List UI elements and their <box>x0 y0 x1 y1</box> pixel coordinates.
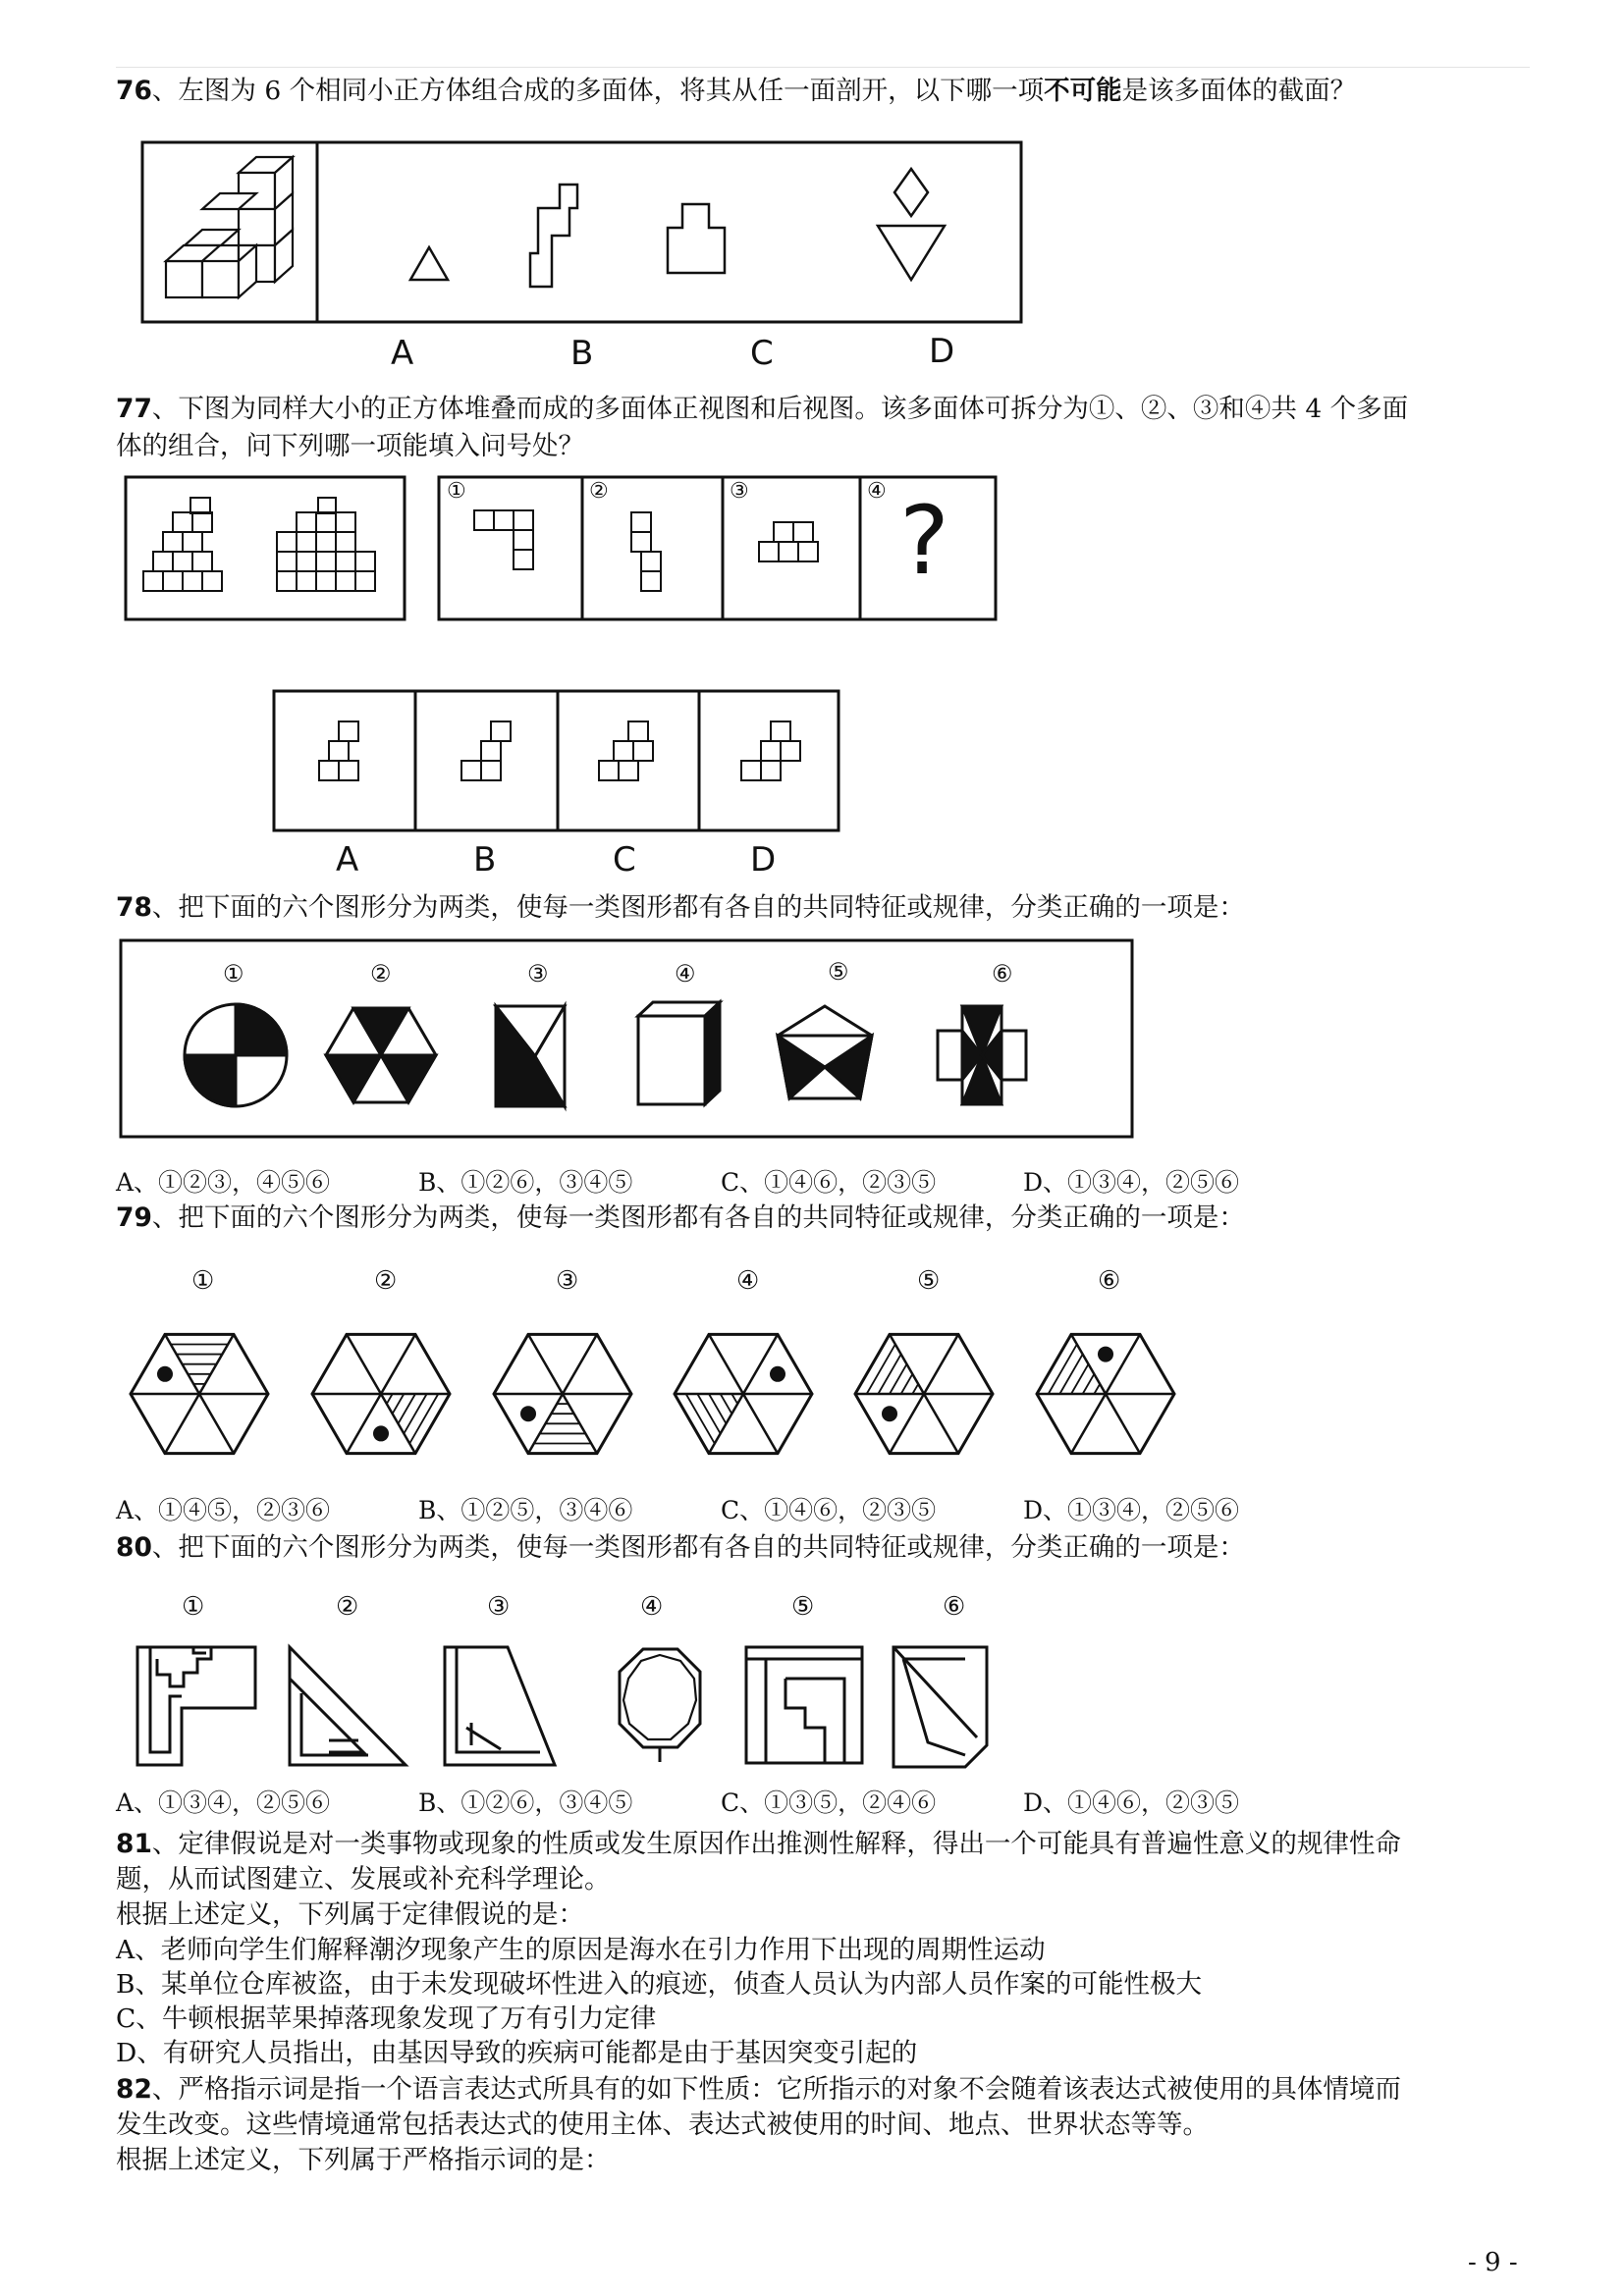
q76-label-c[interactable]: C <box>750 334 774 373</box>
header-rule <box>116 67 1530 68</box>
q77-part-2: ② <box>589 479 609 504</box>
q80-figure <box>133 1639 1036 1772</box>
q78-number: 78 <box>116 892 152 923</box>
q81-option-b[interactable]: B、某单位仓库被盗，由于未发现破坏性进入的痕迹，侦查人员认为内部人员作案的可能性极大 <box>116 1969 1202 2000</box>
q76-option-c-shape <box>668 204 725 273</box>
q78-figure <box>118 937 1139 1148</box>
q76-text-a: 、左图为 6 个相同小正方体组合成的多面体，将其从任一面剖开，以下哪一项 <box>151 76 1045 106</box>
q77-options-figure <box>270 687 844 834</box>
q80-option-b[interactable]: B、①②⑥，③④⑤ <box>418 1789 633 1817</box>
q80-options <box>116 1787 1239 1820</box>
q79-options <box>116 1494 1239 1527</box>
q79-fig-label-5: ⑤ <box>917 1266 941 1296</box>
q80-fig5 <box>746 1647 862 1763</box>
q76-cube-polyhedron <box>166 157 293 297</box>
q76-option-d-triangle <box>878 226 945 280</box>
q80-fig-label-2: ② <box>336 1592 359 1622</box>
q80-option-d[interactable]: D、①④⑥，②③⑤ <box>1023 1789 1240 1817</box>
q79-figure <box>128 1320 1208 1468</box>
q76-emphasis: 不可能 <box>1044 76 1122 106</box>
q82-stem-line2: 发生改变。这些情境通常包括表达式的使用主体、表达式被使用的时间、地点、世界状态等等。 <box>116 2109 1209 2140</box>
q80-fig1 <box>137 1647 255 1765</box>
q77-part-4: ④ <box>867 479 887 504</box>
q79-option-c[interactable]: C、①④⑥，②③⑤ <box>721 1496 937 1524</box>
q76-label-d[interactable]: D <box>929 332 955 371</box>
q80-fig-label-5: ⑤ <box>791 1592 815 1622</box>
q78-text: 、把下面的六个图形分为两类，使每一类图形都有各自的共同特征或规律，分类正确的一项是： <box>151 892 1245 923</box>
q79-stem <box>116 1201 1245 1235</box>
q79-fig1 <box>131 1334 268 1453</box>
q78-fig-label-5: ⑤ <box>828 958 849 986</box>
dot-icon <box>882 1406 897 1421</box>
page-number: - 9 - <box>1468 2248 1518 2277</box>
q76-label-a[interactable]: A <box>391 334 414 373</box>
q79-option-b[interactable]: B、①②⑤，③④⑥ <box>418 1496 633 1524</box>
q78-fig3 <box>496 1006 565 1106</box>
q79-fig3 <box>494 1334 631 1453</box>
q78-fig2 <box>326 1008 436 1102</box>
q79-fig4 <box>675 1334 812 1453</box>
q77-views-figure <box>122 473 416 625</box>
q76-option-a-triangle <box>410 247 448 280</box>
q76-stem <box>116 75 1356 108</box>
q77-question-mark: ? <box>899 486 949 596</box>
q78-fig-label-6: ⑥ <box>992 960 1013 988</box>
q78-fig6 <box>938 1006 1026 1104</box>
q81-text-1: 、定律假说是对一类事物或现象的性质或发生原因作出推测性解释，得出一个可能具有普遍性意义的规律性命 <box>151 1829 1401 1859</box>
q79-fig5 <box>855 1334 993 1453</box>
q79-fig-label-1: ① <box>191 1266 215 1296</box>
q78-option-c[interactable]: C、①④⑥，②③⑤ <box>721 1168 937 1197</box>
q81-stem-line2: 题，从而试图建立、发展或补充科学理论。 <box>116 1864 611 1895</box>
q78-fig4 <box>638 1002 720 1104</box>
q79-fig6 <box>1037 1334 1174 1453</box>
q80-option-c[interactable]: C、①③⑤，②④⑥ <box>721 1789 937 1817</box>
q80-fig6 <box>893 1647 987 1767</box>
q81-prompt: 根据上述定义，下列属于定律假说的是： <box>116 1899 584 1930</box>
q81-stem-line1 <box>116 1828 1401 1861</box>
q79-fig-label-4: ④ <box>736 1266 760 1296</box>
q79-fig-label-2: ② <box>374 1266 398 1296</box>
q78-option-d[interactable]: D、①③④，②⑤⑥ <box>1023 1168 1240 1197</box>
dot-icon <box>520 1406 536 1421</box>
q77-stem-line1 <box>116 393 1408 426</box>
q78-fig-label-1: ① <box>223 960 244 988</box>
q80-fig3 <box>445 1647 555 1765</box>
q82-number: 82 <box>116 2074 152 2105</box>
q79-fig-label-3: ③ <box>556 1266 579 1296</box>
q80-fig4 <box>620 1649 700 1762</box>
q81-option-c[interactable]: C、牛顿根据苹果掉落现象发现了万有引力定律 <box>116 2003 657 2034</box>
q78-fig-label-2: ② <box>370 960 392 988</box>
q80-stem <box>116 1531 1245 1565</box>
q77-label-d[interactable]: D <box>750 840 777 880</box>
q82-stem-line1 <box>116 2073 1401 2107</box>
q82-prompt: 根据上述定义，下列属于严格指示词的是： <box>116 2145 611 2175</box>
q76-text-b: 是该多面体的截面？ <box>1121 76 1357 106</box>
q78-fig1 <box>185 1004 287 1106</box>
dot-icon <box>1098 1347 1113 1362</box>
q77-part-1: ① <box>447 479 466 504</box>
q80-fig-label-6: ⑥ <box>943 1592 966 1622</box>
q80-fig-label-4: ④ <box>640 1592 664 1622</box>
dot-icon <box>373 1425 389 1441</box>
q78-option-a[interactable]: A、①②③，④⑤⑥ <box>116 1168 331 1197</box>
q77-label-c[interactable]: C <box>613 840 636 880</box>
q76-option-d-diamond <box>894 169 928 216</box>
q79-option-d[interactable]: D、①③④，②⑤⑥ <box>1023 1496 1240 1524</box>
q81-number: 81 <box>116 1829 152 1859</box>
q81-option-a[interactable]: A、老师向学生们解释潮汐现象产生的原因是海水在引力作用下出现的周期性运动 <box>116 1935 1046 1965</box>
q77-text-1: 、下图为同样大小的正方体堆叠而成的多面体正视图和后视图。该多面体可拆分为①、②、③和④共 4 个多面 <box>151 394 1409 424</box>
q79-text: 、把下面的六个图形分为两类，使每一类图形都有各自的共同特征或规律，分类正确的一项是： <box>151 1202 1245 1233</box>
q76-number: 76 <box>116 76 152 106</box>
q76-option-b-shape <box>530 185 577 287</box>
q81-option-d[interactable]: D、有研究人员指出，由基因导致的疾病可能都是由于基因突变引起的 <box>116 2038 918 2068</box>
q80-text: 、把下面的六个图形分为两类，使每一类图形都有各自的共同特征或规律，分类正确的一项是： <box>151 1532 1245 1563</box>
q80-fig-label-1: ① <box>182 1592 205 1622</box>
q79-fig-label-6: ⑥ <box>1098 1266 1121 1296</box>
dot-icon <box>770 1366 785 1382</box>
q79-option-a[interactable]: A、①④⑤，②③⑥ <box>116 1496 331 1524</box>
q78-fig-label-4: ④ <box>675 960 696 988</box>
q77-number: 77 <box>116 394 152 424</box>
q79-number: 79 <box>116 1202 152 1233</box>
q82-text-1: 、严格指示词是指一个语言表达式所具有的如下性质：它所指示的对象不会随着该表达式被使用的具体情境而 <box>151 2074 1401 2105</box>
q80-option-a[interactable]: A、①③④，②⑤⑥ <box>116 1789 331 1817</box>
q80-fig-label-3: ③ <box>487 1592 511 1622</box>
q77-stem-line2: 体的组合，问下列哪一项能填入问号处？ <box>116 431 584 461</box>
q77-label-a[interactable]: A <box>336 840 359 880</box>
q79-fig2 <box>312 1334 450 1453</box>
q78-stem <box>116 891 1245 925</box>
q78-fig-label-3: ③ <box>527 960 549 988</box>
q78-fig5 <box>778 1006 872 1098</box>
q80-number: 80 <box>116 1532 152 1563</box>
q78-options <box>116 1166 1239 1200</box>
q78-option-b[interactable]: B、①②⑥，③④⑤ <box>418 1168 633 1197</box>
q77-part-3: ③ <box>730 479 749 504</box>
dot-icon <box>157 1366 173 1382</box>
q77-label-b[interactable]: B <box>473 840 497 880</box>
q76-label-b[interactable]: B <box>570 334 594 373</box>
q80-fig2 <box>290 1647 406 1765</box>
